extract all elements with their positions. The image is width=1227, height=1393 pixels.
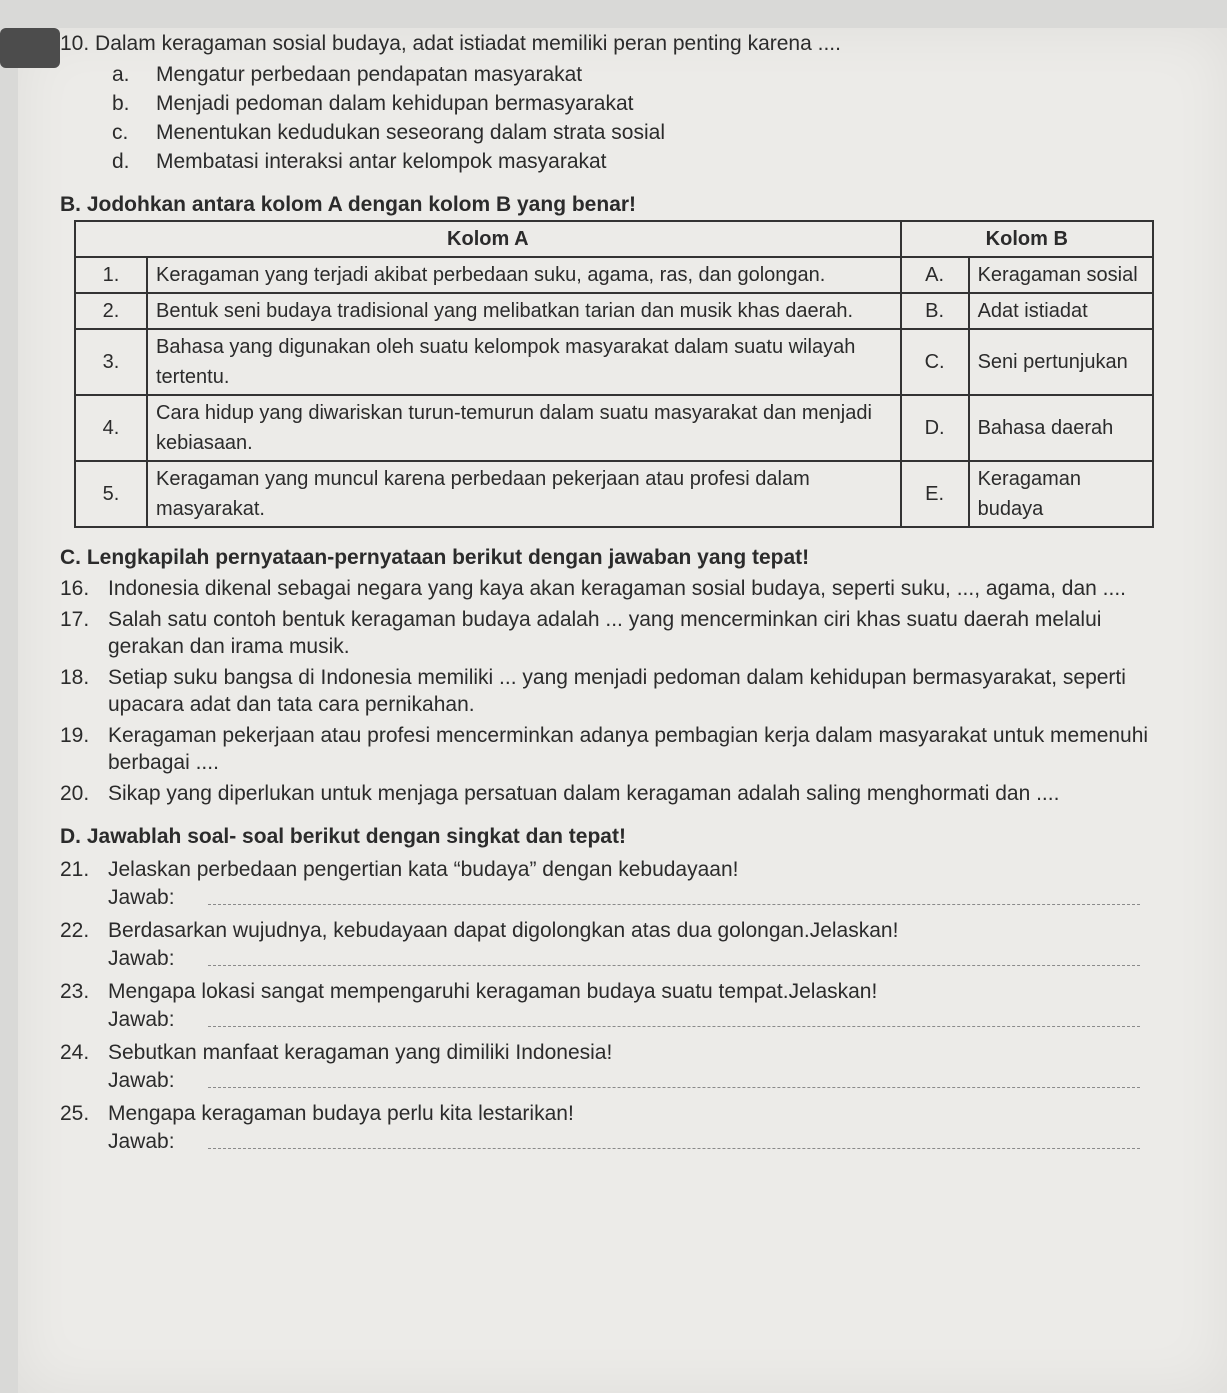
column-a-cell: Keragaman yang terjadi akibat perbedaan suku, agama, ras, dan golongan. [147, 257, 901, 293]
question-text: Sikap yang diperlukan untuk menjaga persatuan dalam keragaman adalah saling menghormati dan .... [108, 782, 1060, 805]
question-text: Indonesia dikenal sebagai negara yang kaya akan keragaman sosial budaya, seperti suku, ..., agama, dan .... [108, 577, 1126, 600]
option-b [112, 90, 1170, 117]
option-key: d. [112, 150, 130, 173]
option-c [112, 119, 1170, 146]
answer-label: Jawab: [108, 886, 175, 909]
column-b-cell: Keragaman sosial [969, 257, 1153, 293]
column-a-cell: Bentuk seni budaya tradisional yang melibatkan tarian dan musik khas daerah. [147, 293, 901, 329]
row-letter: A. [901, 257, 969, 293]
option-text: Mengatur perbedaan pendapatan masyarakat [156, 63, 583, 86]
question-number: 25. [60, 1102, 90, 1125]
table-row [75, 395, 1153, 461]
answer-label: Jawab: [108, 1130, 175, 1153]
question-number: 18. [60, 666, 90, 689]
answer-label: Jawab: [108, 1008, 175, 1031]
question-text: Salah satu contoh bentuk keragaman budaya adalah ... yang mencerminkan ciri khas suatu daerah melalui gerakan dan irama musik. [108, 608, 1102, 658]
option-key: c. [112, 121, 129, 144]
matching-table [74, 220, 1154, 528]
row-letter: D. [901, 395, 969, 461]
option-key: a. [112, 63, 130, 86]
question-text: Mengapa keragaman budaya perlu kita lestarikan! [108, 1102, 574, 1125]
option-text: Membatasi interaksi antar kelompok masyarakat [156, 150, 607, 173]
table-row [75, 257, 1153, 293]
answer-line [208, 1087, 1140, 1088]
question-number: 16. [60, 577, 90, 600]
column-a-cell: Cara hidup yang diwariskan turun-temurun dalam suatu masyarakat dan menjadi kebiasaan. [147, 395, 901, 461]
column-b-cell: Bahasa daerah [969, 395, 1153, 461]
answer-line [208, 1026, 1140, 1027]
option-d [112, 148, 1170, 175]
option-a [112, 61, 1170, 88]
question-10 [60, 30, 1170, 57]
question-20 [60, 780, 1170, 807]
section-c-title: C. Lengkapilah pernyataan-pernyataan berikut dengan jawaban yang tepat! [60, 546, 810, 569]
row-number: 2. [75, 293, 147, 329]
question-21 [60, 856, 1170, 911]
question-24 [60, 1039, 1170, 1094]
question-19 [60, 722, 1170, 776]
column-a-header: Kolom A [75, 221, 901, 257]
question-25 [60, 1100, 1170, 1155]
question-number: 23. [60, 980, 90, 1003]
question-text: Setiap suku bangsa di Indonesia memiliki ... yang menjadi pedoman dalam kehidupan bermasyarakat, seperti upacara adat dan tata cara pernikahan. [108, 666, 1126, 716]
section-b-title: B. Jodohkan antara kolom A dengan kolom B yang benar! [60, 193, 637, 216]
question-text: Dalam keragaman sosial budaya, adat istiadat memiliki peran penting karena .... [95, 32, 841, 55]
table-row [75, 293, 1153, 329]
binder-clip [0, 28, 60, 68]
row-number: 3. [75, 329, 147, 395]
question-16 [60, 575, 1170, 602]
answer-line [208, 965, 1140, 966]
question-17 [60, 606, 1170, 660]
row-letter: B. [901, 293, 969, 329]
question-text: Jelaskan perbedaan pengertian kata “budaya” dengan kebudayaan! [108, 858, 739, 881]
section-d-title: D. Jawablah soal- soal berikut dengan singkat dan tepat! [60, 825, 626, 848]
column-b-cell: Adat istiadat [969, 293, 1153, 329]
question-number: 17. [60, 608, 90, 631]
column-a-cell: Bahasa yang digunakan oleh suatu kelompok masyarakat dalam suatu wilayah tertentu. [147, 329, 901, 395]
column-b-cell: Keragaman budaya [969, 461, 1153, 527]
question-18 [60, 664, 1170, 718]
column-a-cell: Keragaman yang muncul karena perbedaan pekerjaan atau profesi dalam masyarakat. [147, 461, 901, 527]
column-b-cell: Seni pertunjukan [969, 329, 1153, 395]
question-text: Mengapa lokasi sangat mempengaruhi keragaman budaya suatu tempat.Jelaskan! [108, 980, 878, 1003]
option-text: Menjadi pedoman dalam kehidupan bermasyarakat [156, 92, 634, 115]
question-number: 22. [60, 919, 90, 942]
worksheet-content [60, 30, 1170, 1155]
table-row [75, 461, 1153, 527]
answer-label: Jawab: [108, 1069, 175, 1092]
question-number: 10. [60, 32, 90, 55]
table-row [75, 329, 1153, 395]
question-text: Sebutkan manfaat keragaman yang dimiliki Indonesia! [108, 1041, 613, 1064]
option-key: b. [112, 92, 130, 115]
answer-line [208, 1148, 1140, 1149]
table-header-row [75, 221, 1153, 257]
row-number: 4. [75, 395, 147, 461]
question-number: 20. [60, 782, 90, 805]
question-23 [60, 978, 1170, 1033]
row-letter: C. [901, 329, 969, 395]
question-text: Keragaman pekerjaan atau profesi mencerminkan adanya pembagian kerja dalam masyarakat untuk memenuhi berbagai .... [108, 724, 1149, 774]
question-22 [60, 917, 1170, 972]
answer-label: Jawab: [108, 947, 175, 970]
option-text: Menentukan kedudukan seseorang dalam strata sosial [156, 121, 665, 144]
question-number: 21. [60, 858, 90, 881]
answer-line [208, 904, 1140, 905]
question-number: 24. [60, 1041, 90, 1064]
question-text: Berdasarkan wujudnya, kebudayaan dapat digolongkan atas dua golongan.Jelaskan! [108, 919, 899, 942]
question-10-options [60, 61, 1170, 175]
row-letter: E. [901, 461, 969, 527]
row-number: 1. [75, 257, 147, 293]
row-number: 5. [75, 461, 147, 527]
question-number: 19. [60, 724, 90, 747]
column-b-header: Kolom B [901, 221, 1153, 257]
